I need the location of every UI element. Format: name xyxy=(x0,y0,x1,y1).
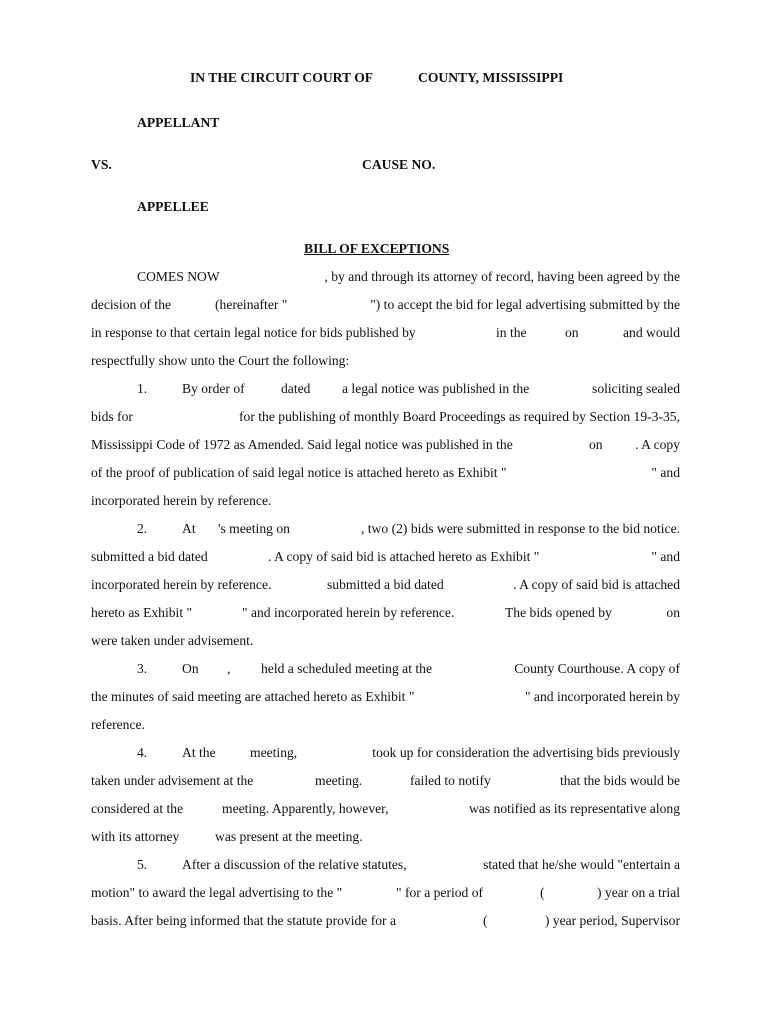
vs-label: VS. xyxy=(91,157,112,172)
court-heading-right: COUNTY, MISSISSIPPI xyxy=(418,70,564,85)
appellant-label: APPELLANT xyxy=(137,115,220,130)
body-line: incorporated herein by reference. xyxy=(91,493,272,508)
appellee-label: APPELLEE xyxy=(137,199,209,214)
body-line: were taken under advisement. xyxy=(91,633,254,648)
court-heading-left: IN THE CIRCUIT COURT OF xyxy=(190,70,374,85)
document-page: IN THE CIRCUIT COURT OF COUNTY, MISSISSIPPI APPELLANT VS. CAUSE NO. APPELLEE BILL OF EXCEPTIONS COMES NOW , by and through its attorney of record, having been agreed by the decision of the (hereinafter " ") to accept the bid for legal advertising submitted by the in response to that certain legal notice for bids published by in the on and would respectfully show unto the Court the following: 1. By order of dated a legal notice was published in the soliciting sealed bids for for the publishing of monthly Board Proceedings as required by Section 19-3-35, Mississippi Code of 1972 as Amended. Said legal notice was published in the on . A copy of the proof of publication of said legal notice is attached hereto as Exhibit " " and incorporated herein by reference. 2. At 's meeting on , two (2) bids were submitted in response to the bid notice. submitted a bid dated . A copy of said bid is attached hereto as Exhibit " " and incorporated herein by reference. submitted a bid dated . A copy of said bid is attached hereto as Exhibit " " and incorporated herein by reference. The bids opened by on were taken under advisement. 3. On , held a scheduled meeting at the County Courthouse. A copy of the minutes of said meeting are attached hereto as Exhibit " " and incorporated herein by reference. 4. At the meeting, took up for consideration the advertising bids previously taken under advisement at the meeting. failed to notify that the bids would be considered at the meeting. Apparently, however, was notified as its representative along with its attorney was present at the meeting. 5. After a discussion of the relative statutes, stated that he/she would "entertain a motion" to award the legal advertising to the " " for a period of ( ) year on a trial basis. After being informed that the statute provide for a ( ) year period, Supervisor xyxy=(91,70,680,928)
cause-no-label: CAUSE NO. xyxy=(362,157,436,172)
body-line: reference. xyxy=(91,717,145,732)
body-line: respectfully show unto the Court the following: xyxy=(91,353,350,368)
document-title: BILL OF EXCEPTIONS xyxy=(304,241,450,256)
